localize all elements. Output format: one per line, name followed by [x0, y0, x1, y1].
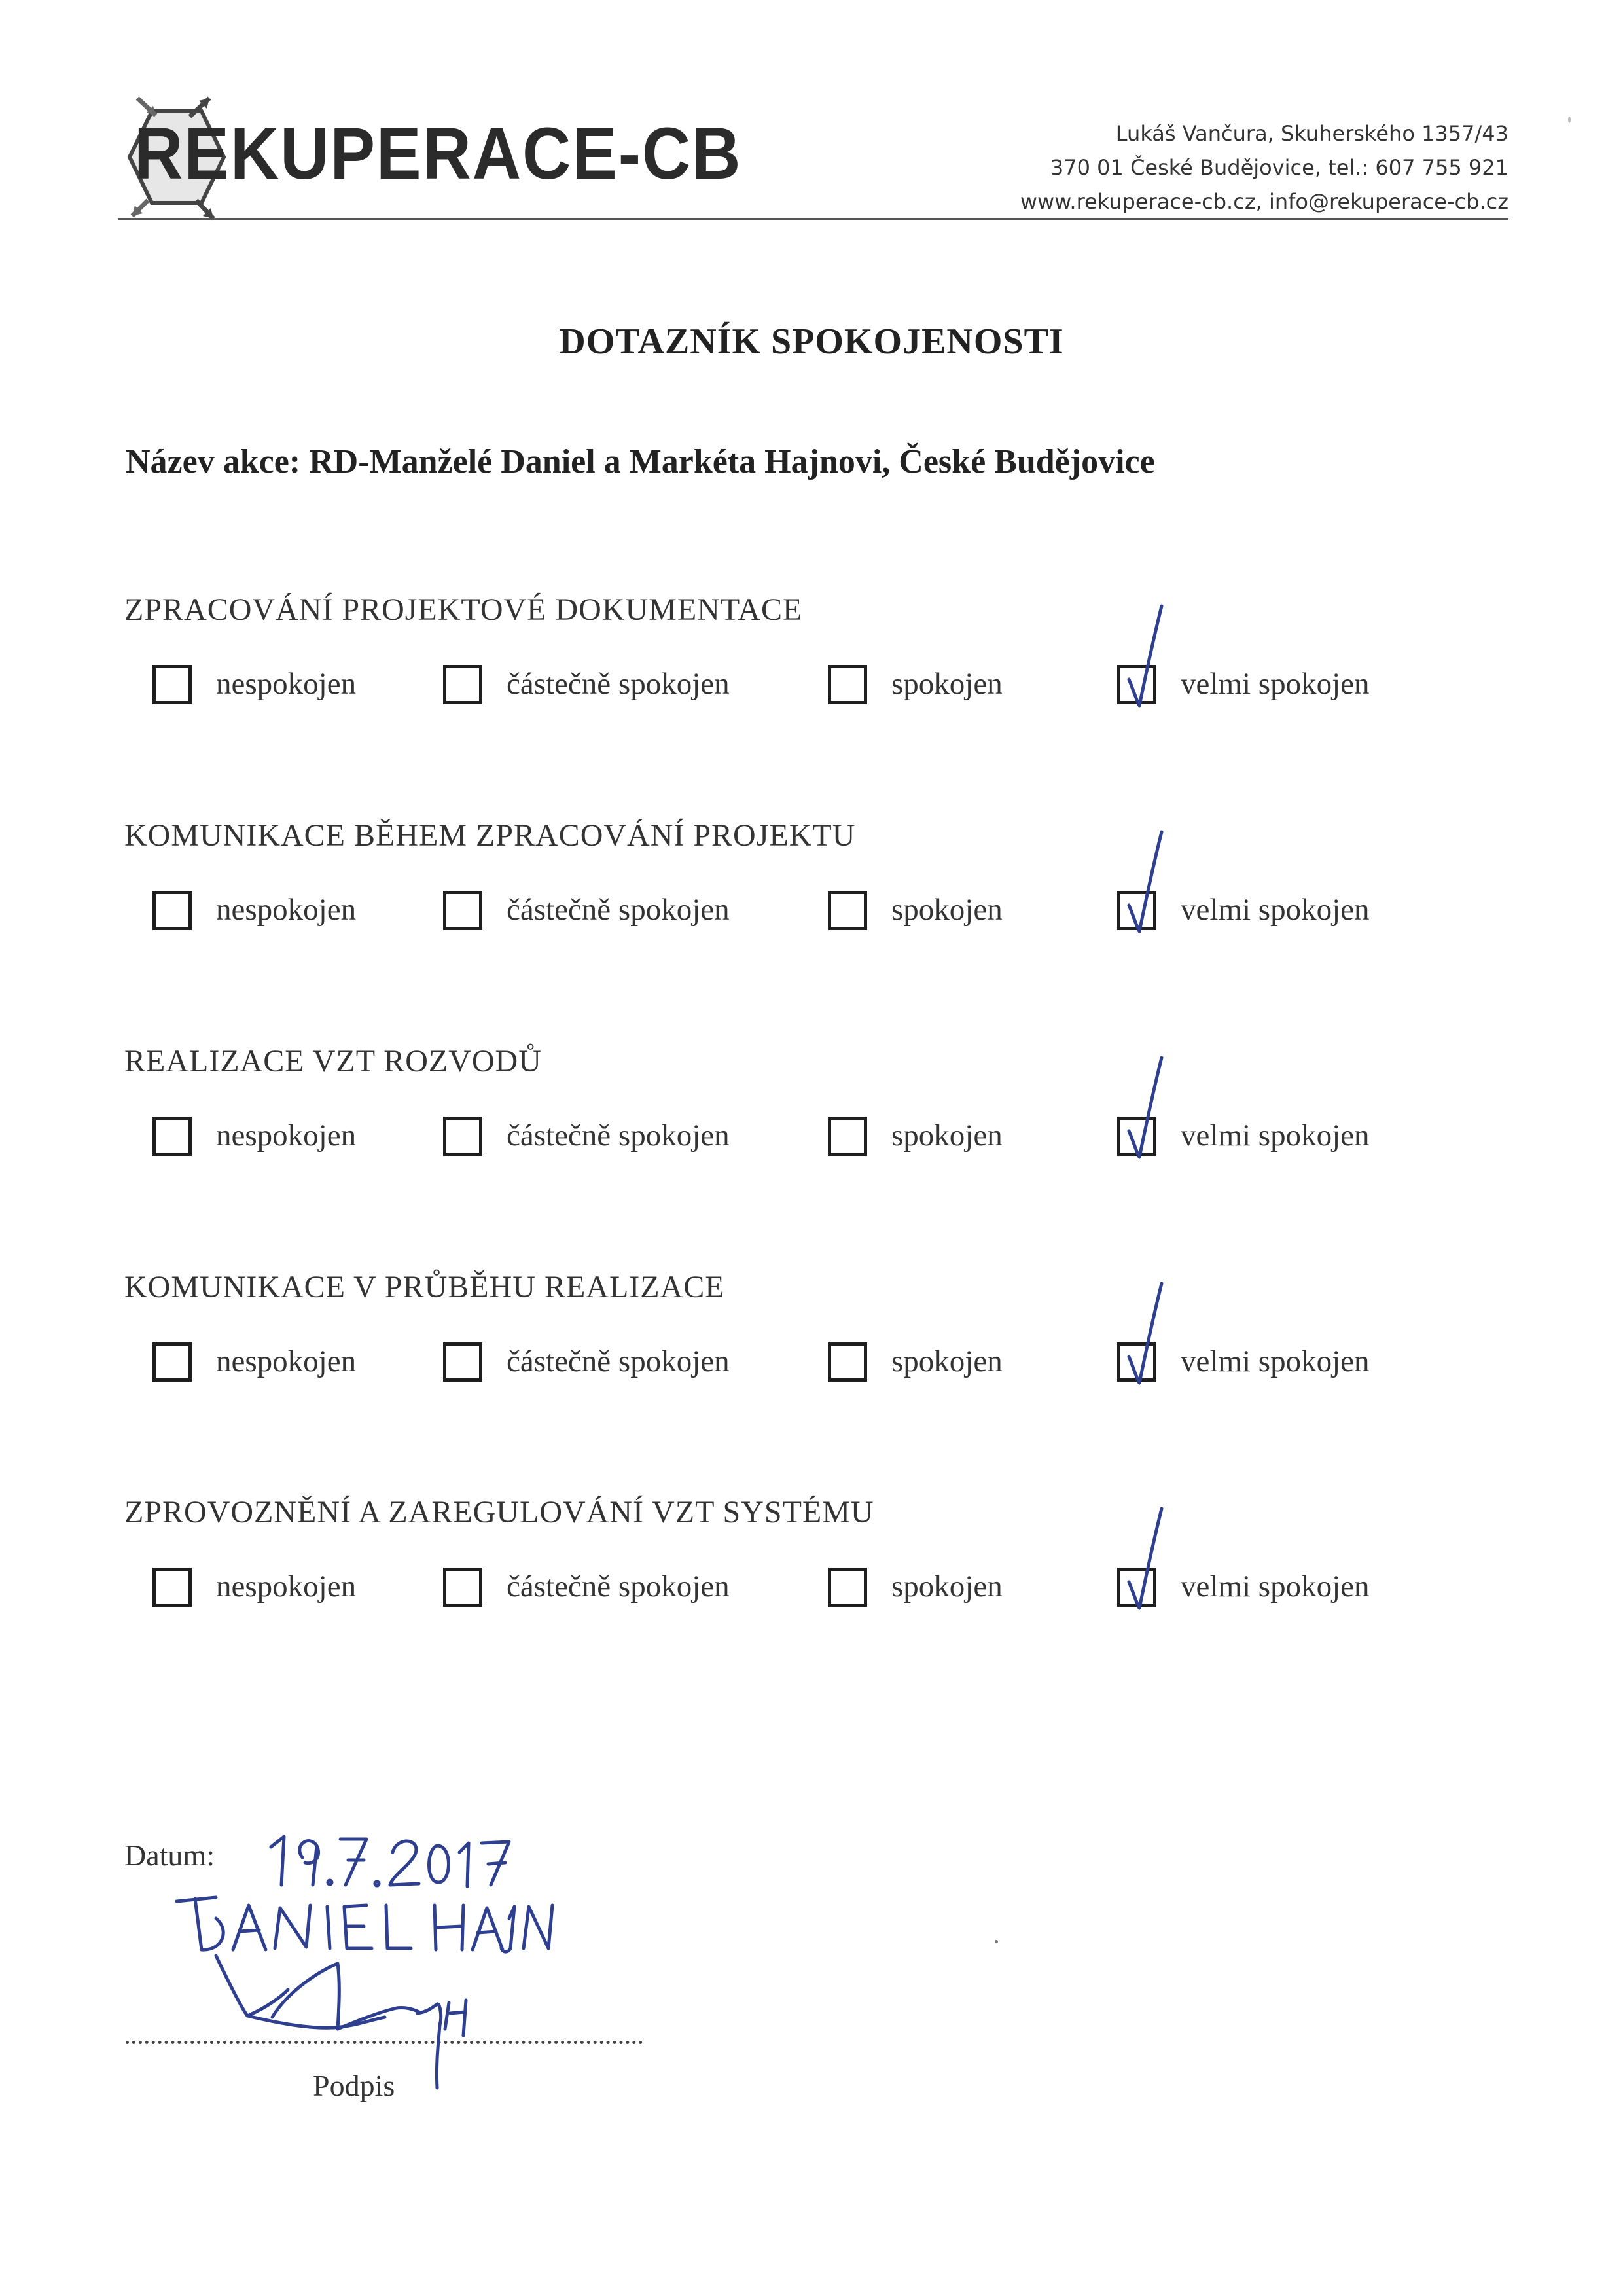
event-name: Název akce: RD-Manželé Daniel a Markéta Hajnovi, České Budějovice [126, 443, 1155, 480]
question-5 [0, 1494, 1623, 1664]
question-heading: KOMUNIKACE V PRŮBĚHU REALIZACE [124, 1270, 725, 1304]
checkbox[interactable] [828, 1568, 867, 1607]
header-divider [118, 218, 1508, 220]
contact-city-phone: 370 01 České Budějovice, tel.: 607 755 921 [1050, 155, 1508, 180]
option-label: nespokojen [216, 1570, 357, 1604]
contact-web-email: www.rekuperace-cb.cz, info@rekuperace-cb.cz [1020, 189, 1508, 214]
checkbox[interactable] [828, 1117, 867, 1156]
checkbox[interactable] [828, 665, 867, 704]
option-label: nespokojen [216, 667, 357, 701]
checkbox[interactable] [828, 891, 867, 930]
checkbox[interactable] [443, 665, 482, 704]
datum-label: Datum: [124, 1839, 215, 1872]
option-label: spokojen [891, 893, 1003, 927]
option-label: částečně spokojen [507, 893, 730, 927]
contact-address: Lukáš Vančura, Skuherského 1357/43 [1115, 121, 1508, 146]
checkmark-icon [1113, 1054, 1166, 1165]
document-title: DOTAZNÍK SPOKOJENOSTI [559, 321, 1064, 362]
checkbox[interactable] [443, 1117, 482, 1156]
logo-wordmark: REKUPERACE-CB [134, 113, 742, 194]
checkbox[interactable] [152, 1117, 192, 1156]
question-heading: ZPRACOVÁNÍ PROJEKTOVÉ DOKUMENTACE [124, 592, 803, 627]
question-heading: REALIZACE VZT ROZVODŮ [124, 1044, 542, 1079]
checkbox[interactable] [443, 1342, 482, 1382]
question-1 [0, 592, 1623, 762]
option-label: částečně spokojen [507, 1119, 730, 1153]
option-label: částečně spokojen [507, 667, 730, 701]
option-label: velmi spokojen [1181, 1119, 1370, 1153]
option-label: spokojen [891, 1344, 1003, 1378]
option-label: nespokojen [216, 1119, 357, 1153]
handwritten-date [262, 1820, 537, 1892]
option-label: spokojen [891, 1570, 1003, 1604]
option-label: částečně spokojen [507, 1344, 730, 1378]
option-label: velmi spokojen [1181, 893, 1370, 927]
question-heading: ZPROVOZNĚNÍ A ZAREGULOVÁNÍ VZT SYSTÉMU [124, 1495, 874, 1530]
checkmark-icon [1113, 828, 1166, 939]
checkmark-icon [1113, 1280, 1166, 1391]
checkbox[interactable] [152, 665, 192, 704]
option-label: velmi spokojen [1181, 667, 1370, 701]
option-label: velmi spokojen [1181, 1344, 1370, 1378]
option-label: částečně spokojen [507, 1570, 730, 1604]
podpis-label: Podpis [313, 2069, 395, 2102]
question-heading: KOMUNIKACE BĚHEM ZPRACOVÁNÍ PROJEKTU [124, 818, 856, 853]
checkbox[interactable] [152, 1342, 192, 1382]
question-2 [0, 817, 1623, 988]
option-label: spokojen [891, 1119, 1003, 1153]
option-label: spokojen [891, 667, 1003, 701]
question-4 [0, 1269, 1623, 1439]
option-label: nespokojen [216, 1344, 357, 1378]
option-label: nespokojen [216, 893, 357, 927]
scan-speck [1568, 117, 1571, 123]
question-3 [0, 1043, 1623, 1213]
checkmark-icon [1113, 602, 1166, 713]
checkbox[interactable] [443, 1568, 482, 1607]
scan-speck [995, 1940, 998, 1943]
checkmark-icon [1113, 1505, 1166, 1616]
checkbox[interactable] [443, 891, 482, 930]
checkbox[interactable] [152, 1568, 192, 1607]
company-contact [1020, 117, 1508, 219]
checkbox[interactable] [152, 891, 192, 930]
checkbox[interactable] [828, 1342, 867, 1382]
option-label: velmi spokojen [1181, 1570, 1370, 1604]
